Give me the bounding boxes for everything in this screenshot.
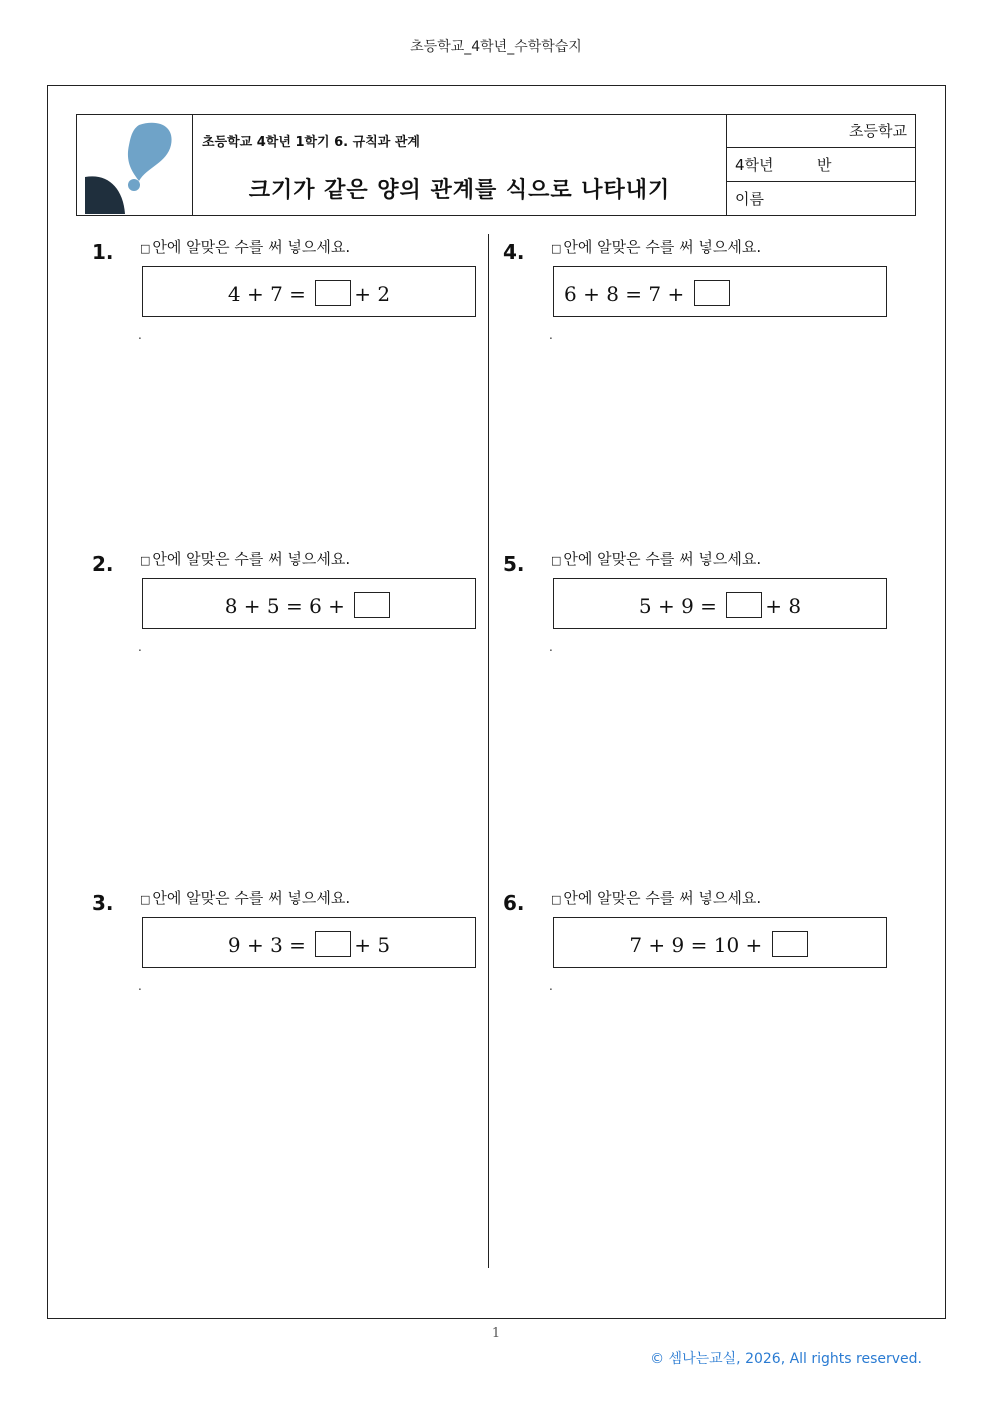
answer-blank[interactable] [772,931,808,957]
page-number: 1 [491,1326,501,1341]
grade-label: 4학년 [735,156,774,174]
school-label: 초등학교 [849,122,907,140]
problem-number: 5. [503,552,525,576]
problem-number: 4. [503,240,525,264]
square-icon: □ [551,554,562,567]
answer-blank[interactable] [694,280,730,306]
square-icon: □ [140,242,151,255]
problem-2 [92,548,452,654]
problem-5 [503,548,863,654]
answer-blank[interactable] [315,931,351,957]
equation-box [142,578,476,629]
column-divider [488,234,489,1268]
answer-dot: . [138,979,142,993]
page-header: 초등학교_4학년_수학학습지 [410,39,582,55]
square-icon: □ [140,554,151,567]
problem-3 [92,887,452,993]
problem-6 [503,887,863,993]
answer-dot: . [549,328,553,342]
student-info-cell [727,115,915,215]
equation-box [553,266,887,317]
logo-icon [77,115,192,215]
problem-number: 1. [92,240,114,264]
title-cell [193,115,727,215]
equation: 6 + 8 = 7 + [564,280,886,306]
name-field[interactable] [727,183,915,216]
problem-number: 3. [92,891,114,915]
problem-1 [92,236,452,342]
copyright-notice: © 셈나는교실, 2026, All rights reserved. [650,1351,922,1367]
problem-number: 2. [92,552,114,576]
answer-blank[interactable] [726,592,762,618]
problem-instruction: □ 안에 알맞은 수를 써 넣으세요. [140,550,351,568]
problem-4 [503,236,863,342]
worksheet-subtitle: 초등학교 4학년 1학기 6. 규칙과 관계 [202,135,420,150]
logo-cell [77,115,193,215]
equation-box [553,578,887,629]
answer-blank[interactable] [315,280,351,306]
equation-box [142,266,476,317]
problem-instruction: □ 안에 알맞은 수를 써 넣으세요. [551,238,762,256]
equation-box [553,917,887,968]
square-icon: □ [140,893,151,906]
school-field[interactable] [727,115,915,148]
problem-instruction: □ 안에 알맞은 수를 써 넣으세요. [551,889,762,907]
answer-dot: . [138,328,142,342]
worksheet-header [76,114,916,216]
problem-instruction: □ 안에 알맞은 수를 써 넣으세요. [140,238,351,256]
answer-dot: . [549,640,553,654]
square-icon: □ [551,242,562,255]
worksheet-title: 크기가 같은 양의 관계를 식으로 나타내기 [248,178,671,203]
equation: 9 + 3 = + 5 [227,933,391,957]
equation: 7 + 9 = 10 + [554,931,886,957]
square-icon: □ [551,893,562,906]
answer-dot: . [549,979,553,993]
problem-instruction: □ 안에 알맞은 수를 써 넣으세요. [551,550,762,568]
answer-dot: . [138,640,142,654]
problem-instruction: □ 안에 알맞은 수를 써 넣으세요. [140,889,351,907]
equation: 4 + 7 = + 2 [227,282,391,306]
equation-box [142,917,476,968]
class-label: 반 [817,156,832,174]
name-label: 이름 [735,190,764,208]
problem-number: 6. [503,891,525,915]
equation: 8 + 5 = 6 + [143,592,475,618]
grade-class-field[interactable] [727,149,915,182]
answer-blank[interactable] [354,592,390,618]
equation: 5 + 9 = + 8 [638,594,802,618]
